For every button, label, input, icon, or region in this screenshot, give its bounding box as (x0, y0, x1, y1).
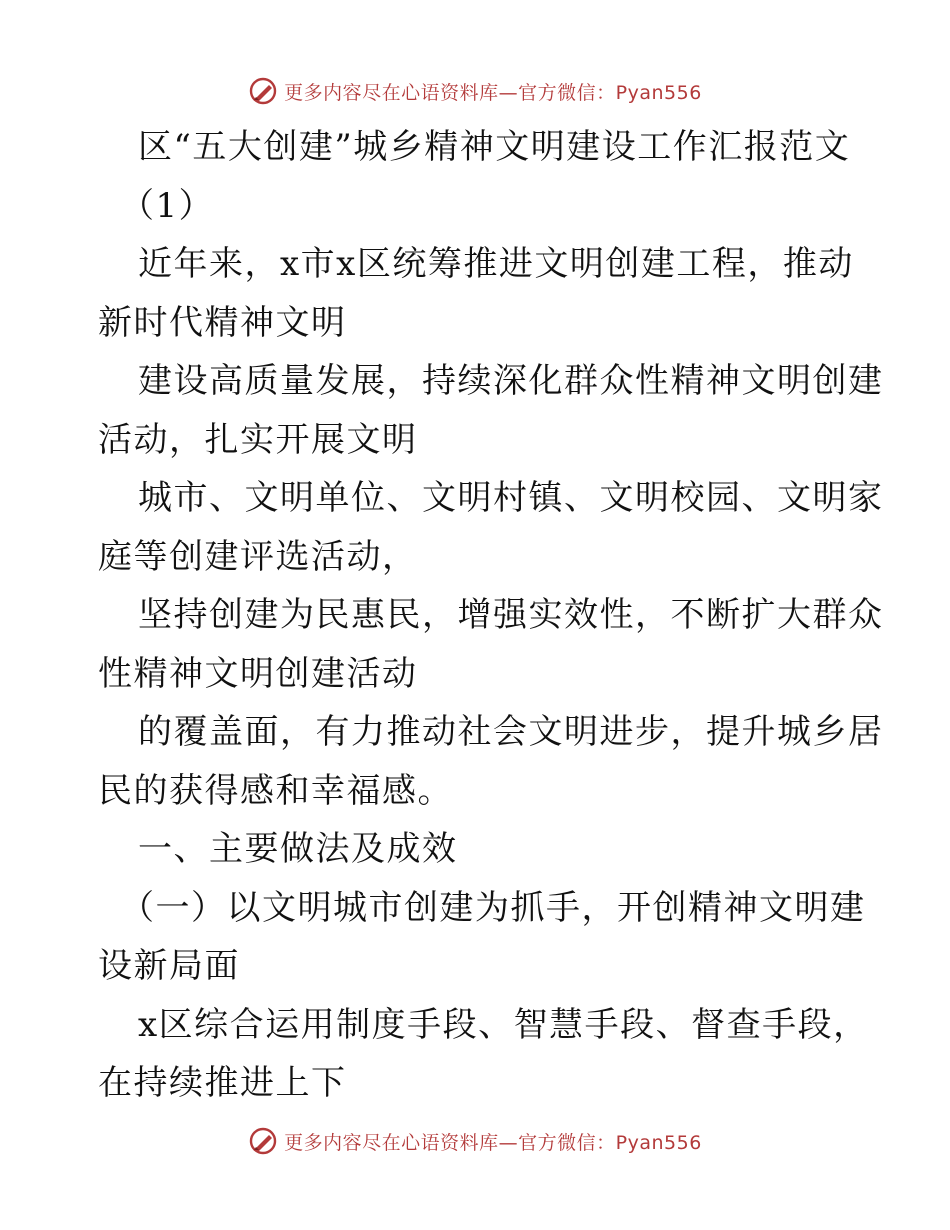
pen-logo-icon (248, 1126, 278, 1156)
pen-logo-icon (248, 76, 278, 106)
doc-line: 坚持创建为民惠民，增强实效性，不断扩大群众 (138, 595, 884, 635)
section-heading: 一、主要做法及成效 (138, 829, 458, 869)
doc-line: 庭等创建评选活动， (98, 536, 418, 577)
doc-line: 的覆盖面，有力推动社会文明进步，提升城乡居 (138, 712, 884, 752)
doc-line: 民的获得感和幸福感。 (98, 770, 453, 811)
doc-line: 建设高质量发展，持续深化群众性精神文明创建 (138, 361, 884, 401)
doc-line: 在持续推进上下 (98, 1063, 347, 1103)
doc-line: 设新局面 (98, 946, 240, 986)
watermark-text: 更多内容尽在心语资料库—官方微信：Pyan556 (284, 1131, 702, 1154)
doc-line: 活动，扎实开展文明 (98, 419, 418, 460)
doc-title: 区“五大创建”城乡精神文明建设工作汇报范文 (138, 127, 851, 167)
doc-line: 新时代精神文明 (98, 302, 347, 343)
footer-watermark (0, 1124, 950, 1158)
doc-line: x区综合运用制度手段、智慧手段、督查手段， (138, 1004, 869, 1045)
subsection-heading: （一）以文明城市创建为抓手，开创精神文明建 (120, 887, 866, 928)
doc-line: 城市、文明单位、文明村镇、文明校园、文明家 (138, 478, 884, 518)
doc-title-number: （1） (120, 185, 215, 226)
watermark-text: 更多内容尽在心语资料库—官方微信：Pyan556 (284, 81, 702, 104)
doc-line: 性精神文明创建活动 (98, 653, 418, 694)
header-watermark (0, 74, 950, 108)
document-body (98, 118, 884, 1113)
doc-line: 近年来，x市x区统筹推进文明创建工程，推动 (138, 244, 854, 284)
